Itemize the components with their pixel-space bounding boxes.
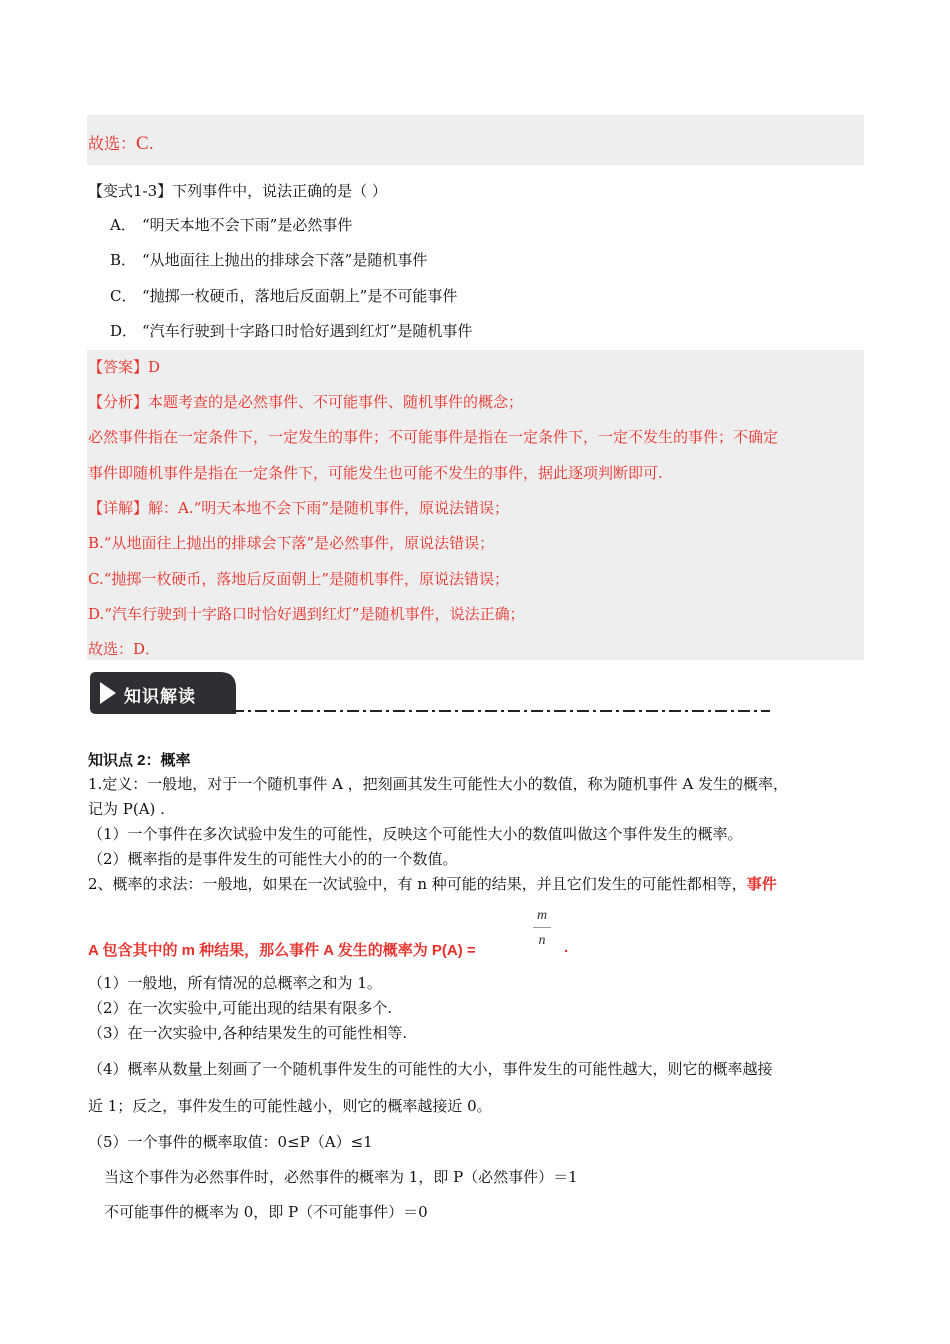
- knowledge-note-5: （5）一个事件的概率取值：0≤P（A）≤1: [88, 1133, 373, 1151]
- option-label: D．: [110, 322, 138, 340]
- knowledge-def-1: 1.定义：一般地，对于一个随机事件 A ，把刻画其发生可能性大小的数值，称为随机事件 A 发生的概率，: [88, 775, 789, 793]
- question-tag: 【变式1-3】: [88, 182, 173, 200]
- solution-detail-4: D.“汽车行驶到十字路口时恰好遇到红灯”是随机事件，说法正确；: [88, 605, 525, 623]
- option-text: “从地面往上抛出的排球会下落”是随机事件: [142, 251, 428, 269]
- question-text: 下列事件中，说法正确的是（ ）: [172, 182, 387, 200]
- option-a: [110, 214, 352, 235]
- banner-label: 知识解读: [124, 687, 196, 706]
- top-answer-suffix: .: [148, 134, 154, 153]
- knowledge-note-7: 不可能事件的概率为 0，即 P（不可能事件）＝0: [104, 1203, 428, 1221]
- option-text: “明天本地不会下雨”是必然事件: [142, 216, 353, 234]
- fraction-numerator: m: [536, 908, 548, 923]
- section-banner: [90, 672, 236, 714]
- solution-analysis-2: 必然事件指在一定条件下，一定发生的事件；不可能事件是指在一定条件下，一定不发生的事件；不确定: [88, 428, 779, 446]
- method-1-text: 2、概率的求法：一般地，如果在一次试验中，有 n 种可能的结果，并且它们发生的可能性都相等，: [88, 875, 747, 893]
- solution-analysis-3: 事件即随机事件是指在一定条件下，可能发生也可能不发生的事件，据此逐项判断即可.: [88, 464, 663, 482]
- method-1-highlight: 事件: [746, 875, 777, 893]
- option-label: B．: [110, 251, 137, 269]
- option-c: [110, 285, 457, 306]
- knowledge-title: 知识点 2：概率: [88, 752, 191, 769]
- knowledge-note-4b: 近 1；反之，事件发生的可能性越小，则它的概率越接近 0。: [88, 1097, 492, 1115]
- top-answer-prefix: 故选：: [88, 134, 137, 153]
- knowledge-note-4a: （4）概率从数量上刻画了一个随机事件发生的可能性的大小，事件发生的可能性越大，则它的概率越接: [88, 1060, 773, 1078]
- knowledge-def-2: 记为 P(A) .: [88, 800, 165, 818]
- method-2-end: .: [564, 939, 569, 956]
- knowledge-item-2: （2）概率指的是事件发生的可能性大小的的一个数值。: [88, 850, 458, 868]
- solution-detail-3: C.“抛掷一枚硬币，落地后反面朝上”是随机事件，原说法错误；: [88, 570, 510, 588]
- option-label: A．: [110, 216, 136, 234]
- solution-analysis-1: 【分析】本题考查的是必然事件、不可能事件、随机事件的概念；: [88, 393, 524, 411]
- answer-box-top: [87, 115, 864, 165]
- solution-answer: 【答案】D: [88, 358, 161, 376]
- option-b: [110, 249, 427, 270]
- option-label: C．: [110, 287, 137, 305]
- knowledge-note-1: （1）一般地，所有情况的总概率之和为 1。: [88, 974, 382, 992]
- question-stem: [88, 180, 387, 201]
- option-text: “抛掷一枚硬币，落地后反面朝上”是不可能事件: [142, 287, 458, 305]
- knowledge-note-2: （2）在一次实验中,可能出现的结果有限多个.: [88, 999, 393, 1017]
- knowledge-note-3: （3）在一次实验中,各种结果发生的可能性相等.: [88, 1024, 408, 1042]
- fraction-bar: [533, 927, 551, 928]
- fraction-denominator: n: [538, 933, 546, 948]
- banner-dash-line: [232, 708, 772, 714]
- knowledge-note-6: 当这个事件为必然事件时，必然事件的概率为 1，即 P（必然事件）＝1: [104, 1168, 578, 1186]
- option-text: “汽车行驶到十字路口时恰好遇到红灯”是随机事件: [142, 322, 473, 340]
- solution-detail-2: B.“从地面往上抛出的排球会下落”是必然事件，原说法错误；: [88, 534, 495, 552]
- knowledge-method-2: [88, 939, 569, 960]
- knowledge-item-1: （1）一个事件在多次试验中发生的可能性，反映这个可能性大小的数值叫做这个事件发生的概率。: [88, 825, 743, 843]
- method-2-text: A 包含其中的 m 种结果，那么事件 A 发生的概率为 P(A) =: [88, 942, 476, 959]
- solution-detail-1: 【详解】解：A.“明天本地不会下雨”是随机事件，原说法错误；: [88, 499, 509, 517]
- knowledge-method-1: [88, 873, 777, 894]
- top-answer: [88, 131, 154, 155]
- option-d: [110, 320, 472, 341]
- top-answer-value: C: [136, 133, 149, 154]
- solution-conclusion: 故选：D．: [88, 640, 161, 658]
